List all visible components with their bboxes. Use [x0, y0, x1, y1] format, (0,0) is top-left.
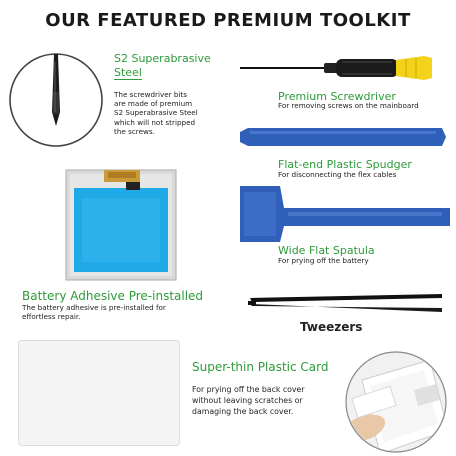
s2-desc-line: The screwdriver bits	[114, 90, 187, 99]
s2-description	[114, 90, 244, 136]
plastic-card-image	[18, 340, 180, 446]
screwdriver-icon	[236, 48, 440, 88]
battery-desc-line: effortless repair.	[22, 312, 81, 322]
spudger-title: Flat-end Plastic Spudger	[278, 158, 412, 171]
s2-desc-line: which will not stripped	[114, 117, 196, 127]
s2-desc-line: S2 Superabrasive Steel	[114, 108, 198, 118]
screwdriver-title: Premium Screwdriver	[278, 90, 396, 103]
s2-heading-line2: Steel	[114, 66, 142, 79]
card-desc-line: without leaving scratches or	[192, 396, 303, 405]
s2-heading-line1: S2 Superabrasive	[114, 52, 211, 65]
s2-desc-line: are made of premium	[114, 99, 193, 109]
spatula-title: Wide Flat Spatula	[278, 244, 375, 257]
screwdriver-tip-zoom-icon	[8, 52, 104, 148]
tweezers-icon	[246, 292, 446, 314]
battery-icon	[64, 168, 178, 282]
page-title: OUR FEATURED PREMIUM TOOLKIT	[45, 10, 411, 31]
battery-description	[22, 303, 166, 321]
battery-desc-line: The battery adhesive is pre-installed for	[22, 303, 166, 312]
s2-desc-line: the screws.	[114, 126, 155, 136]
spudger-icon	[236, 122, 450, 152]
card-desc-line: For prying off the back cover	[192, 385, 305, 394]
card-description	[192, 384, 305, 417]
card-title: Super-thin Plastic Card	[192, 360, 329, 374]
spatula-desc: For prying off the battery	[278, 256, 369, 265]
phone-card-usage-icon	[344, 350, 448, 454]
tweezers-title: Tweezers	[300, 320, 363, 334]
spudger-desc: For disconnecting the flex cables	[278, 170, 397, 179]
screwdriver-desc: For removing screws on the mainboard	[278, 101, 419, 110]
spatula-icon	[236, 182, 452, 246]
battery-title: Battery Adhesive Pre-installed	[22, 289, 204, 303]
card-desc-line: damaging the back cover.	[192, 407, 294, 416]
